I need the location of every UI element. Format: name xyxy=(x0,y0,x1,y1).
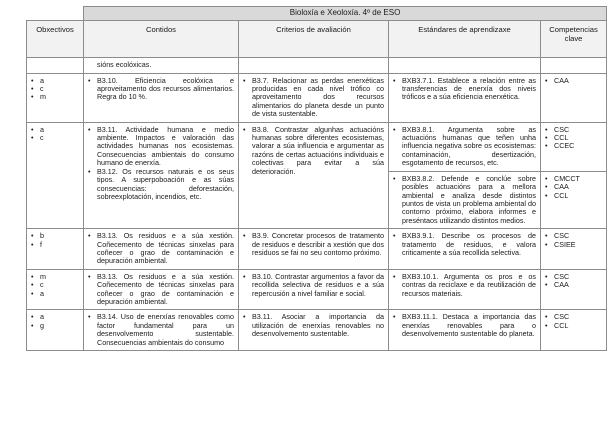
standard-item-list xyxy=(393,273,536,298)
competency-item: • CAA xyxy=(545,77,602,85)
standard-cell xyxy=(389,310,541,351)
competency-item-list xyxy=(545,232,602,249)
table-row xyxy=(27,73,607,122)
criterion-item-list xyxy=(243,126,384,176)
criteria-cell xyxy=(239,229,389,270)
criterion-item: • B3.11. Asociar a importancia da utilización de enerxías renovables no desenvolvemento sustentable. xyxy=(243,313,384,338)
competency-item: • CSIEE xyxy=(545,241,602,249)
criterion-item: • B3.7. Relacionar as perdas enerxéticas producidas en cada nivel trófico co aproveitamento dos recursos alimentarios do planeta desde un punto de vista sustentable. xyxy=(243,77,384,119)
table-row xyxy=(27,269,607,310)
objective-item: • g xyxy=(31,322,79,330)
standard-cell xyxy=(389,269,541,310)
objective-item-list xyxy=(31,273,79,298)
objective-item-list xyxy=(31,313,79,330)
curriculum-page xyxy=(26,6,606,351)
contents-cell xyxy=(84,269,239,310)
content-item: • B3.13. Os residuos e a súa xestión. Coñecemento de técnicas sinxelas para coñecer o grao de contaminación e depuración ambiental. xyxy=(88,273,234,307)
criteria-cell xyxy=(239,122,389,228)
standard-cell xyxy=(389,122,541,171)
standard-item: • BXB3.8.2. Defende e conclúe sobre posibles actuacións para a mellora ambiental e analiza desde distintos puntos de vista un problema ambiental do contorno próximo, elabora informes e preséntaos utilizando distintos medios. xyxy=(393,175,536,225)
objective-item: • a xyxy=(31,126,79,134)
continuation-text: sións ecolóxicas. xyxy=(84,58,239,73)
competency-item: • CSC xyxy=(545,232,602,240)
competencies-cell xyxy=(541,122,607,171)
table-row xyxy=(27,310,607,351)
competency-item: • CSC xyxy=(545,273,602,281)
objectives-cell xyxy=(27,229,84,270)
contents-cell xyxy=(84,310,239,351)
subject-title: Bioloxía e Xeoloxía. 4º de ESO xyxy=(84,7,607,21)
standard-cell xyxy=(389,73,541,122)
objective-item: • a xyxy=(31,290,79,298)
header-contents: Contidos xyxy=(84,21,239,58)
objective-item-list xyxy=(31,77,79,102)
objective-item-list xyxy=(31,232,79,249)
standard-item: • BXB3.7.1. Establece a relación entre as transferencias de enerxía dos niveis tróficos e a súa eficiencia enerxética. xyxy=(393,77,536,102)
criterion-item: • B3.8. Contrastar algunhas actuacións humanas sobre diferentes ecosistemas, valorar a súa influencia e argumentar as razóns de certas actuacións individuais e colectivas para evitar a súa deterioración. xyxy=(243,126,384,176)
standard-item-list xyxy=(393,77,536,102)
competency-item-list xyxy=(545,126,602,151)
objective-item: • c xyxy=(31,85,79,93)
header-competencies: Competencias clave xyxy=(541,21,607,58)
competencies-cell xyxy=(541,73,607,122)
criterion-item-list xyxy=(243,273,384,298)
objective-item: • m xyxy=(31,273,79,281)
content-item-list xyxy=(88,313,234,347)
objective-item: • a xyxy=(31,313,79,321)
criterion-item-list xyxy=(243,313,384,338)
objective-item-list xyxy=(31,126,79,143)
standard-item-list xyxy=(393,126,536,168)
criterion-item: • B3.10. Contrastar argumentos a favor da recollida selectiva de residuos e a súa repercusión a nivel familiar e social. xyxy=(243,273,384,298)
competency-item-list xyxy=(545,313,602,330)
table-body xyxy=(27,58,607,351)
criteria-cell xyxy=(239,73,389,122)
continuation-row xyxy=(27,58,607,73)
header-standards: Estándares de aprendizaxe xyxy=(389,21,541,58)
objectives-cell xyxy=(27,73,84,122)
criterion-item: • B3.9. Concretar procesos de tratamento de residuos e describir a xestión que dos residuos se fai no seu contorno próximo. xyxy=(243,232,384,257)
contents-cell xyxy=(84,73,239,122)
objective-item: • c xyxy=(31,281,79,289)
objectives-cell xyxy=(27,122,84,228)
criterion-item-list xyxy=(243,77,384,119)
content-item: • B3.11. Actividade humana e medio ambiente. Impactos e valoración das actividades humanas nos ecosistemas. Consecuencias ambientais do consumo humano de enerxía. xyxy=(88,126,234,168)
standard-item-list xyxy=(393,232,536,257)
content-item: • B3.10. Eficiencia ecolóxica e aproveitamento dos recursos alimentarios. Regra do 10 %. xyxy=(88,77,234,102)
content-item: • B3.14. Uso de enerxías renovables como factor fundamental para un desenvolvemento sustentable. Consecuencias ambientais do consumo xyxy=(88,313,234,347)
objectives-cell xyxy=(27,310,84,351)
standard-cell xyxy=(389,229,541,270)
criteria-cell xyxy=(239,269,389,310)
table-row xyxy=(27,229,607,270)
competencies-cell xyxy=(541,229,607,270)
table-row xyxy=(27,122,607,171)
standard-item: • BXB3.8.1. Argumenta sobre as actuacións humanas que teñen unha influencia negativa sobre os ecosistemas: contaminación, desertización, esgotamento de recursos, etc. xyxy=(393,126,536,168)
criteria-cell xyxy=(239,310,389,351)
competencies-cell xyxy=(541,171,607,228)
content-item: • B3.13. Os residuos e a súa xestión. Coñecemento de técnicas sinxelas para coñecer o grao de contaminación e depuración ambiental. xyxy=(88,232,234,266)
competency-item: • CAA xyxy=(545,281,602,289)
content-item-list xyxy=(88,273,234,307)
standard-cell xyxy=(389,171,541,228)
standard-item: • BXB3.9.1. Describe os procesos de tratamento de residuos, e valora criticamente a súa recollida selectiva. xyxy=(393,232,536,257)
contents-cell xyxy=(84,229,239,270)
objective-item: • f xyxy=(31,241,79,249)
competency-item: • CMCCT xyxy=(545,175,602,183)
competency-item-list xyxy=(545,77,602,85)
objectives-cell xyxy=(27,269,84,310)
competency-item-list xyxy=(545,175,602,200)
curriculum-table xyxy=(26,6,607,351)
contents-cell xyxy=(84,122,239,228)
competency-item: • CAA xyxy=(545,183,602,191)
competency-item: • CSC xyxy=(545,126,602,134)
competency-item: • CCL xyxy=(545,134,602,142)
content-item-list xyxy=(88,232,234,266)
content-item-list xyxy=(88,126,234,202)
standard-item-list xyxy=(393,313,536,338)
objective-item: • m xyxy=(31,93,79,101)
standard-item: • BXB3.11.1. Destaca a importancia das enerxías renovables para o desenvolvemento sustentable do planeta. xyxy=(393,313,536,338)
objective-item: • a xyxy=(31,77,79,85)
standard-item: • BXB3.10.1. Argumenta os pros e os contras da reciclaxe e da reutilización de recursos materiais. xyxy=(393,273,536,298)
competency-item: • CCEC xyxy=(545,142,602,150)
content-item-list xyxy=(88,77,234,102)
competency-item-list xyxy=(545,273,602,290)
competency-item: • CCL xyxy=(545,192,602,200)
objective-item: • b xyxy=(31,232,79,240)
competencies-cell xyxy=(541,310,607,351)
content-item: • B3.12. Os recursos naturais e os seus tipos. A superpoboación e as súas consecuencias: deforestación, sobreexplotación, incendios, etc. xyxy=(88,168,234,202)
objective-item: • c xyxy=(31,134,79,142)
competency-item: • CSC xyxy=(545,313,602,321)
criterion-item-list xyxy=(243,232,384,257)
competency-item: • CCL xyxy=(545,322,602,330)
competencies-cell xyxy=(541,269,607,310)
header-criteria: Criterios de avaliación xyxy=(239,21,389,58)
header-objectives: Obxectivos xyxy=(27,21,84,58)
standard-item-list xyxy=(393,175,536,225)
